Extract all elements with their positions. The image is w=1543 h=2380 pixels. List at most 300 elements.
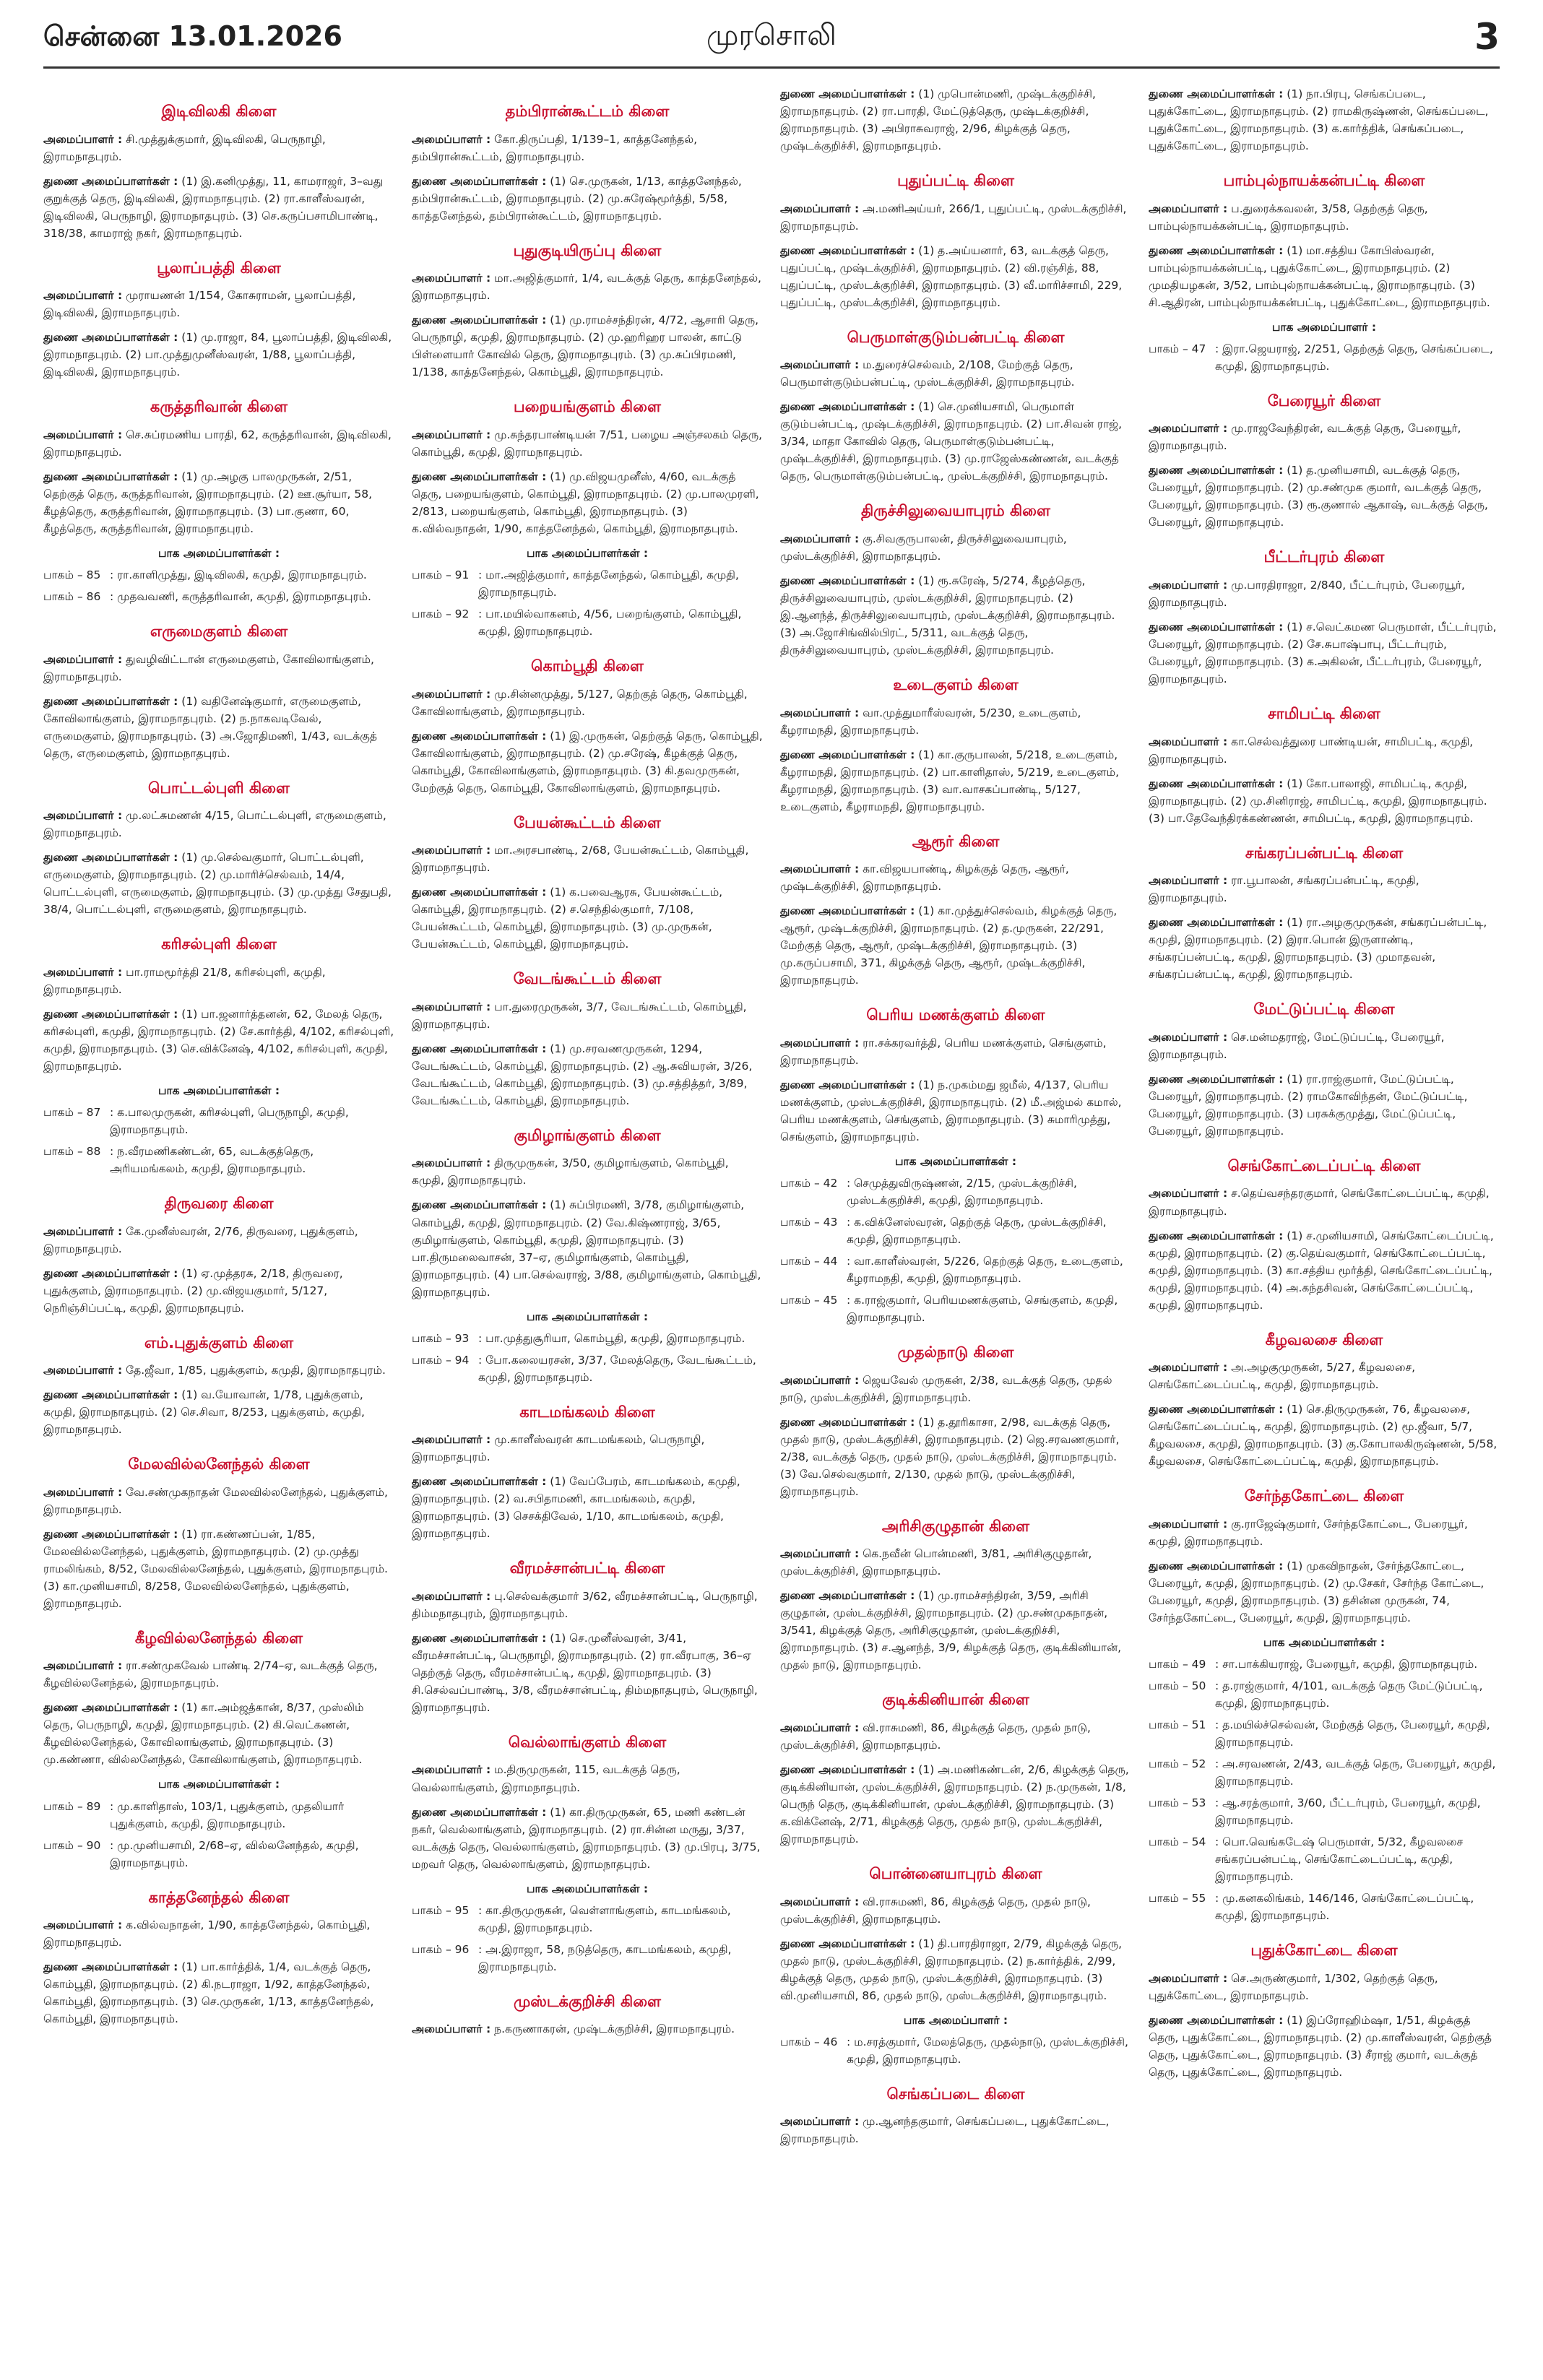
branch-section <box>780 1003 1131 1326</box>
part-organiser: : ம.சரத்குமார், மேலத்தெரு, முதல்நாடு, முஸ்டக்குறிச்சி, கமுதி, இராமநாதபுரம். <box>847 2035 1128 2066</box>
branch-section <box>780 169 1131 311</box>
part-number: பாகம் – 50 <box>1149 1679 1206 1692</box>
branch-title: காடமங்கலம் கிளை <box>519 1403 655 1421</box>
branch-title: வேடங்கூட்டம் கிளை <box>513 970 662 988</box>
page-number: 3 <box>1474 16 1500 58</box>
branch-title: முஸ்டக்குறிச்சி கிளை <box>513 1992 662 2010</box>
member-entry <box>1149 1359 1500 1393</box>
member-entry <box>780 746 1131 815</box>
member-details: ச.தெய்வசந்தரகுமார், செங்கோட்டைப்பட்டி, கமுதி, இராமநாதபுரம். <box>1149 1187 1490 1218</box>
member-entry <box>43 1526 394 1612</box>
branch-title: இடிவிலகி கிளை <box>161 103 277 120</box>
member-entry <box>1149 462 1500 531</box>
member-entry <box>780 85 1131 155</box>
role-label: அமைப்பாளர் : <box>43 965 123 979</box>
part-entry <box>780 2033 1131 2068</box>
member-details: துவழிவிட்டான் எருமைகுளம், கோவிலாங்குளம், இராமநாதபுரம். <box>43 652 374 683</box>
role-label: அமைப்பாளர் : <box>780 1721 860 1734</box>
part-entry <box>1149 1890 1500 1924</box>
part-organiser: : பா.முத்துசூரியா, கொம்பூதி, கமுதி, இராமநாதபுரம். <box>478 1331 745 1345</box>
role-label: அமைப்பாளர் : <box>1149 578 1228 592</box>
member-entry <box>43 1005 394 1075</box>
member-details: (1) ரா.கண்ணப்பன், 1/85, மேலவில்லனேந்தல், புதுக்குளம், இராமநாதபுரம். (2) மு.முத்து ராமலிங்கம், 8/52, மேலவில்லனேந்தல், புதுக்குளம், இராமநாதபுரம். (3) கா.முனியசாமி, 8/258, மேலவில்லனேந்தல், புதுக்குளம், இராமநாதபுரம். <box>43 1527 388 1610</box>
role-label: துணை அமைப்பாளர்கள் : <box>43 1007 178 1021</box>
role-label: துணை அமைப்பாளர்கள் : <box>1149 2013 1284 2027</box>
part-organisers-heading: பாக அமைப்பாளர்கள் : <box>526 546 649 560</box>
member-details: முராயணன் 1/154, கோசுராமன், பூலாப்பத்தி, இடிவிலகி, இராமநாதபுரம். <box>43 289 356 320</box>
member-entry <box>43 329 394 381</box>
member-details: (1) பா.கார்த்திக், 1/4, வடக்குத் தெரு, கொம்பூதி, இராமநாதபுரம். (2) கி.நடராஜா, 1/92, காத்தனேந்தல், கொம்பூதி, இராமநாதபுரம். (3) செ.முருகன், 1/13, காத்தனேந்தல், கொம்பூதி, இராமநாதபுரம். <box>43 1960 374 2026</box>
part-number: பாகம் – 43 <box>780 1216 838 1229</box>
member-details: (1) த.முனியசாமி, வடக்குத் தெரு, பேரையூர், இராமநாதபுரம். (2) மு.சண்முக குமார், வடக்குத் தெரு, பேரையூர், இராமநாதபுரம். (3) ரூ.குணால் ஆகாஷ், வடக்குத் தெரு, பேரையூர், இராமநாதபுரம். <box>1149 464 1488 529</box>
page-header <box>43 0 1500 69</box>
part-number: பாகம் – 49 <box>1149 1657 1206 1671</box>
member-details: (1) முபொன்மணி, முஷ்டக்குறிச்சி, இராமநாதபுரம். (2) ரா.பாரதி, மேட்டுத்தெரு, முஷ்டக்குறிச்சி, இராமநாதபுரம். (3) அபிராசுவராஜ், 2/96, கிழக்குத் தெரு, முஷ்டக்குறிச்சி, இராமநாதபுரம். <box>780 87 1096 153</box>
member-entry <box>43 807 394 841</box>
part-number: பாகம் – 45 <box>780 1294 838 1307</box>
branch-section <box>412 100 763 225</box>
role-label: துணை அமைப்பாளர்கள் : <box>1149 243 1284 257</box>
branch-section <box>412 967 763 1109</box>
member-details: க.வில்வநாதன், 1/90, காத்தனேந்தல், கொம்பூதி, இராமநாதபுரம். <box>43 1918 371 1950</box>
role-label: துணை அமைப்பாளர்கள் : <box>412 174 547 188</box>
member-entry <box>412 998 763 1033</box>
role-label: அமைப்பாளர் : <box>1149 422 1228 436</box>
member-entry <box>780 860 1131 895</box>
branch-section <box>412 1557 763 1716</box>
branch-section <box>43 1886 394 2028</box>
member-details: ம.துரைச்செல்வம், 2/108, மேற்குத் தெரு, பெருமாள்குடும்பன்பட்டி, முஸ்டக்குறிச்சி, இராமநாதபுரம். <box>780 358 1075 389</box>
role-label: அமைப்பாளர் : <box>1149 1517 1228 1531</box>
role-label: துணை அமைப்பாளர்கள் : <box>43 1701 178 1715</box>
text-column <box>780 85 1131 2360</box>
member-details: பா.துரைமுருகன், 3/7, வேடங்கூட்டம், கொம்பூதி, இராமநாதபுரம். <box>412 1000 747 1031</box>
branch-title: காத்தனேந்தல் கிளை <box>148 1888 290 1906</box>
part-organiser: : அ.சரவணன், 2/43, வடக்குத் தெரு, பேரையூர், கமுதி, இராமநாதபுரம். <box>1215 1757 1496 1788</box>
role-label: அமைப்பாளர் : <box>412 2022 491 2036</box>
role-label: அமைப்பாளர் : <box>1149 735 1228 748</box>
member-entry <box>43 426 394 461</box>
part-entry <box>780 1174 1131 1209</box>
part-number: பாகம் – 54 <box>1149 1835 1206 1849</box>
role-label: அமைப்பாளர் : <box>1149 1187 1228 1200</box>
branch-title: கருத்தரிவான் கிளை <box>150 398 288 416</box>
role-label: துணை அமைப்பாளர்கள் : <box>43 331 178 345</box>
role-label: துணை அமைப்பாளர்கள் : <box>43 694 178 708</box>
part-number: பாகம் – 42 <box>780 1176 838 1190</box>
branch-section <box>412 1731 763 1976</box>
member-details: (1) ரா.ராஜ்குமார், மேட்டுப்பட்டி, பேரையூர், இராமநாதபுரம். (2) ராமகோவிந்தன், மேட்டுப்பட்டி, பேரையூர், இராமநாதபுரம். (3) பரசுக்குமுத்து, மேட்டுப்பட்டி, பேரையூர், இராமநாதபுரம். <box>1149 1072 1468 1138</box>
member-entry <box>780 356 1131 391</box>
branch-title: சேர்ந்தகோட்டை கிளை <box>1244 1487 1404 1505</box>
role-label: துணை அமைப்பாளர்கள் : <box>1149 1403 1284 1416</box>
part-organisers-heading: பாக அமைப்பாளர் : <box>903 2013 1008 2027</box>
role-label: அமைப்பாளர் : <box>412 1589 491 1603</box>
role-label: துணை அமைப்பாளர்கள் : <box>412 729 547 743</box>
part-organiser: : இரா.ஜெயராஜ், 2/251, தெற்குத் தெரு, செங்கப்படை, கமுதி, இராமநாதபுரம். <box>1215 342 1493 373</box>
member-entry <box>43 1699 394 1768</box>
branch-title: பொட்டல்புளி கிளை <box>148 779 290 797</box>
member-entry <box>1149 85 1500 155</box>
part-organiser: : பா.மயில்வாகனம், 4/56, பறைங்குளம், கொம்பூதி, கமுதி, இராமநாதபுரம். <box>478 607 742 638</box>
part-entry <box>1149 1794 1500 1829</box>
branch-section <box>412 1401 763 1543</box>
role-label: துணை அமைப்பாளர்கள் : <box>1149 464 1284 477</box>
branch-section <box>412 654 763 797</box>
role-label: அமைப்பாளர் : <box>780 358 860 372</box>
member-details: (1) கா.அம்ஜத்கான், 8/37, முஸ்லிம் தெரு, பெருநாழி, கமுதி, இராமநாதபுரம். (2) கி.வெட்கணன், கீழவில்லனேந்தல், கோவிலாங்குளம், இராமநாதபுரம். (3) மு.கண்ணா, வில்லனேந்தல், கோவிலாங்குளம், இராமநாதபுரம். <box>43 1701 364 1767</box>
part-organiser: : வா.காளீஸ்வரன், 5/226, தெற்குத் தெரு, உடைகுளம், கீழராமநதி, கமுதி, இராமநாதபுரம். <box>847 1255 1123 1286</box>
branch-section <box>1149 1154 1500 1314</box>
member-entry <box>1149 733 1500 768</box>
branch-title: பேயன்கூட்டம் கிளை <box>514 813 661 831</box>
part-entry <box>1149 1677 1500 1712</box>
branch-section <box>43 1453 394 1612</box>
branch-title: தம்பிரான்கூட்டம் கிளை <box>505 103 670 120</box>
branch-title: அரிசிகுழுதான் கிளை <box>881 1517 1030 1535</box>
member-details: ரா.சண்முகவேல் பாண்டி 2/74–ஏ, வடக்குத் தெரு, கீழவில்லனேந்தல், இராமநாதபுரம். <box>43 1659 378 1690</box>
member-entry <box>412 426 763 461</box>
part-entry <box>43 588 394 605</box>
role-label: துணை அமைப்பாளர்கள் : <box>1149 1559 1284 1572</box>
part-organisers-heading: பாக அமைப்பாளர்கள் : <box>157 1778 280 1791</box>
role-label: அமைப்பாளர் : <box>412 1433 491 1447</box>
role-label: அமைப்பாளர் : <box>43 289 123 303</box>
member-entry <box>412 1761 763 1796</box>
header-date: சென்னை 13.01.2026 <box>43 20 342 52</box>
role-label: அமைப்பாளர் : <box>43 428 123 441</box>
part-organiser: : செமுத்துவிருஷ்ணன், 2/15, முஸ்டக்குறிச்சி, முஸ்டக்குறிச்சி, கமுதி, இராமநாதபுரம். <box>847 1176 1077 1207</box>
member-entry <box>412 1630 763 1716</box>
member-details: (1) ஏ.முத்தரசு, 2/18, திருவரை, புதுக்குளம், இராமநாதபுரம். (2) மு.விஜயகுமார், 5/127, நெரிஞ்சிப்பட்டி, கமுதி, இராமநாதபுரம். <box>43 1266 343 1315</box>
branch-title: பீட்டர்புரம் கிளை <box>1263 548 1385 566</box>
member-details: கெ.நவீன் பொன்மணி, 3/81, அரிசிகுழுதான், முஸ்டக்குறிச்சி, இராமநாதபுரம். <box>780 1547 1092 1578</box>
member-details: மா.அஜித்குமார், 1/4, வடக்குத் தெரு, காத்தனேந்தல், இராமநாதபுரம். <box>412 272 761 303</box>
role-label: அமைப்பாளர் : <box>43 809 123 823</box>
branch-section <box>1149 702 1500 827</box>
member-details: (1) செ.முருகன், 1/13, காத்தனேந்தல், தம்பிரான்கூட்டம், இராமநாதபுரம். (2) மு.சுரேஷ்மூர்த்தி, 5/58, காத்தனேந்தல், தம்பிரான்கூட்டம், இராமநாதபுரம். <box>412 174 742 222</box>
branch-title: குமிழாங்குளம் கிளை <box>514 1126 661 1144</box>
part-entry <box>1149 340 1500 375</box>
branch-section <box>43 395 394 605</box>
role-label: அமைப்பாளர் : <box>1149 1361 1228 1375</box>
branch-title: பொன்னையாபுரம் கிளை <box>869 1865 1042 1883</box>
part-organisers-heading: பாக அமைப்பாளர் : <box>1271 320 1377 334</box>
part-entry <box>43 566 394 584</box>
branch-title: பேரையூர் கிளை <box>1267 391 1381 410</box>
branch-section <box>780 1515 1131 1674</box>
part-entry <box>780 1291 1131 1326</box>
branch-section <box>780 2082 1131 2148</box>
member-entry <box>780 902 1131 989</box>
part-number: பாகம் – 47 <box>1149 342 1206 355</box>
member-entry <box>43 468 394 537</box>
branch-title: பூலாப்பத்தி கிளை <box>157 259 281 277</box>
member-details: (1) வதினேஷ்குமார், எருமைகுளம், கோவிலாங்குளம், இராமநாதபுரம். (2) ந.நாகவடிவேல், எருமைகுளம், இராமநாதபுரம். (3) அ.ஜோதிமணி, 1/43, வடக்குத் தெரு, எருமைகுளம், இராமநாதபுரம். <box>43 694 377 760</box>
member-details: (1) த.தூரிகாசா, 2/98, வடக்குத் தெரு, முதல் நாடு, முஸ்டக்குறிச்சி, இராமநாதபுரம். (2) ஜெ.சரவணகுமார், 2/38, வடக்குத் தெரு, முதல் நாடு, முஸ்டக்குறிச்சி, இராமநாதபுரம். (3) வே.செல்வகுமார், 2/130, முதல் நாடு, முஸ்டக்குறிச்சி, இராமநாதபுரம். <box>780 1415 1120 1498</box>
role-label: துணை அமைப்பாளர்கள் : <box>1149 1229 1284 1242</box>
role-label: அமைப்பாளர் : <box>43 1659 123 1673</box>
part-number: பாகம் – 91 <box>412 568 470 581</box>
member-details: (1) கா.முத்துச்செல்வம், கிழக்குத் தெரு, ஆரூர், முஷ்டக்குறிச்சி, இராமநாதபுரம். (2) த.முருகன், 22/291, மேற்குத் தெரு, ஆரூர், முஷ்டக்குறிச்சி, இராமநாதபுரம். (3) மு.கருப்பசாமி, 371, கிழக்குத் தெரு, ஆரூர், முஷ்டக்குறிச்சி, இராமநாதபுரம். <box>780 904 1118 987</box>
member-details: (1) இ.கனிமுத்து, 11, காமராஜர், 3–வது குறுக்குத் தெரு, இடிவிலகி, இராமநாதபுரம். (2) ரா.காளீஸ்வரன், இடிவிலகி, பெருநாழி, இராமநாதபுரம். (3) செ.கருப்பசாமிபாண்டி, 318/38, காமராஜ் நகர், இராமநாதபுரம். <box>43 174 384 240</box>
branch-section <box>412 395 763 640</box>
member-entry <box>412 1804 763 1873</box>
branch-section <box>43 776 394 919</box>
role-label: துணை அமைப்பாளர்கள் : <box>412 1631 547 1645</box>
role-label: அமைப்பாளர் : <box>780 706 860 719</box>
member-details: (1) ச.முனியசாமி, செங்கோட்டைப்பட்டி, கமுதி, இராமநாதபுரம். (2) கு.தெய்வகுமார், செங்கோட்டைப்பட்டி, கமுதி, இராமநாதபுரம். (3) கா.சத்திய மூர்த்தி, செங்கோட்டைப்பட்டி, கமுதி, இராமநாதபுரம். (4) அ.கந்தசிவன், செங்கோட்டைப்பட்டி, கமுதி, இராமநாதபுரம். <box>1149 1229 1494 1312</box>
member-entry <box>780 1034 1131 1069</box>
member-details: (1) க.பவைஆரசு, பேயன்கூட்டம், கொம்பூதி, இராமநாதபுரம். (2) ச.செந்தில்குமார், 7/108, பேயன்கூட்டம், கொம்பூதி, இராமநாதபுரம். (3) மு.முருகன், பேயன்கூட்டம், கொம்பூதி, இராமநாதபுரம். <box>412 886 723 951</box>
member-details: வி.ராசுமணி, 86, கிழக்குத் தெரு, முதல் நாடு, முஸ்டக்குறிச்சி, இராமநாதபுரம். <box>780 1721 1091 1752</box>
branch-section <box>780 326 1131 485</box>
branch-title: எருமைகுளம் கிளை <box>150 622 288 640</box>
branch-section <box>780 1341 1131 1500</box>
branch-section <box>1149 1939 1500 2081</box>
member-entry <box>43 1265 394 1317</box>
member-entry <box>43 173 394 242</box>
part-organiser: : த.ராஜ்குமார், 4/101, வடக்குத் தெரு மேட்டுப்பட்டி, கமுதி, இராமநாதபுரம். <box>1215 1679 1483 1710</box>
branch-section <box>1149 545 1500 688</box>
role-label: துணை அமைப்பாளர்கள் : <box>43 1960 178 1974</box>
branch-section <box>1149 998 1500 1140</box>
member-entry <box>43 1958 394 2028</box>
branch-title: பாம்புல்நாயக்கன்பட்டி கிளை <box>1223 172 1425 190</box>
text-column <box>412 85 763 2360</box>
member-details: மு.சுந்தரபாண்டியன் 7/51, பழைய அஞ்சலகம் தெரு, கொம்பூதி, கமுதி, இராமநாதபுரம். <box>412 428 763 459</box>
member-entry <box>412 468 763 537</box>
role-label: துணை அமைப்பாளர்கள் : <box>412 886 547 899</box>
member-details: (1) சுப்பிரமணி, 3/78, குமிழாங்குளம், கொம்பூதி, கமுதி, இராமநாதபுரம். (2) வே.கிஷ்ணராஜ், 3/65, குமிழாங்குளம், கொம்பூதி, கமுதி, இராமநாதபுரம். (3) பா.திருமலைவாசன், 37–ஏ, குமிழாங்குளம், கொம்பூதி, இராமநாதபுரம். (4) பா.செல்வராஜ், 3/88, குமிழாங்குளம், கொம்பூதி, இராமநாதபுரம். <box>412 1198 761 1299</box>
member-details: ந.கருணாகரன், முஷ்டக்குறிச்சி, இராமநாதபுரம். <box>494 2022 735 2036</box>
role-label: அமைப்பாளர் : <box>412 428 491 441</box>
branch-title: திருச்சிலுவையாபுரம் கிளை <box>860 502 1051 520</box>
part-organiser: : த.மயில்ச்செல்வன், மேற்குத் தெரு, பேரையூர், கமுதி, இராமநாதபுரம். <box>1215 1718 1490 1749</box>
role-label: துணை அமைப்பாளர்கள் : <box>1149 620 1284 633</box>
member-details: மு.பாரதிராஜா, 2/840, பீட்டர்புரம், பேரையூர், இராமநாதபுரம். <box>1149 578 1465 609</box>
role-label: துணை அமைப்பாளர்கள் : <box>412 313 547 327</box>
branch-title: பெரிய மணக்குளம் கிளை <box>866 1006 1045 1024</box>
part-number: பாகம் – 85 <box>43 568 101 581</box>
branch-section <box>780 85 1131 155</box>
part-number: பாகம் – 96 <box>412 1942 470 1956</box>
branch-title: முதல்நாடு கிளை <box>897 1343 1014 1362</box>
branch-title: மேட்டுப்பட்டி கிளை <box>1253 1000 1395 1018</box>
member-entry <box>412 173 763 225</box>
branch-section <box>780 499 1131 659</box>
member-details: வி.ராசுமணி, 86, கிழக்குத் தெரு, முதல் நாடு, முஸ்டக்குறிச்சி, இராமநாதபுரம். <box>780 1895 1091 1926</box>
member-entry <box>780 1372 1131 1406</box>
part-number: பாகம் – 53 <box>1149 1796 1206 1809</box>
member-details: (1) பா.ஜனார்த்தனன், 62, மேலத் தெரு, கரிசல்புளி, கமுதி, இராமநாதபுரம். (2) சே.கார்த்தி, 4/102, கரிசல்புளி, கமுதி, இராமநாதபுரம். (3) செ.விக்னேஷ், 4/102, கரிசல்புளி, கமுதி, இராமநாதபுரம். <box>43 1007 394 1073</box>
member-details: மு.காளீஸ்வரன் காடமங்கலம், பெருநாழி, இராமநாதபுரம். <box>412 1433 705 1464</box>
member-details: திருமுருகன், 3/50, குமிழாங்குளம், கொம்பூதி, கமுதி, இராமநாதபுரம். <box>412 1156 729 1187</box>
member-entry <box>780 704 1131 739</box>
part-organisers-heading: பாக அமைப்பாளர்கள் : <box>526 1310 649 1323</box>
member-entry <box>1149 1070 1500 1140</box>
part-entry <box>412 1330 763 1347</box>
part-entry <box>43 1104 394 1138</box>
branch-title: குடிக்கினியான் கிளை <box>882 1691 1029 1709</box>
member-entry <box>780 242 1131 311</box>
member-entry <box>1149 1515 1500 1550</box>
member-entry <box>1149 1029 1500 1063</box>
branch-title: பெருமாள்குடும்பன்பட்டி கிளை <box>847 328 1065 346</box>
part-number: பாகம் – 89 <box>43 1799 101 1813</box>
role-label: அமைப்பாளர் : <box>43 132 123 146</box>
member-details: கா.செல்வத்துரை பாண்டியன், சாமிபட்டி, கமுதி, இராமநாதபுரம். <box>1149 735 1474 766</box>
member-entry <box>43 1386 394 1438</box>
member-entry <box>412 1040 763 1109</box>
role-label: அமைப்பாளர் : <box>780 1547 860 1561</box>
member-details: சி.முத்துக்குமார், இடிவிலகி, பெருநாழி, இராமநாதபுரம். <box>43 132 326 163</box>
role-label: துணை அமைப்பாளர்கள் : <box>412 1042 547 1055</box>
role-label: அமைப்பாளர் : <box>1149 202 1228 215</box>
branch-title: திருவரை கிளை <box>164 1194 274 1212</box>
role-label: அமைப்பாளர் : <box>412 1156 491 1170</box>
role-label: துணை அமைப்பாளர்கள் : <box>780 1589 915 1603</box>
branch-title: மேலவில்லனேந்தல் கிளை <box>128 1455 310 1474</box>
part-number: பாகம் – 55 <box>1149 1892 1206 1905</box>
member-details: (1) ரூ.சுரேஷ், 5/274, கீழத்தெரு, திருச்சிலுவையாபுரம், முஸ்டக்குறிச்சி, இராமநாதபுரம். (2) இ.ஆனந்த், திருச்சிலுவையாபுரம், முஸ்டக்குறிச்சி, இராமநாதபுரம். (3) அ.ஜோசிங்வில்பிரட், 5/311, வடக்குத் தெரு, திருச்சிலுவையாபுரம், முஸ்டக்குறிச்சி, இராமநாதபுரம். <box>780 574 1115 657</box>
member-entry <box>780 1414 1131 1500</box>
branch-section <box>43 620 394 762</box>
member-details: செ.சுப்ரமணிய பாரதி, 62, கருத்தரிவான், இடிவிலகி, இராமநாதபுரம். <box>43 428 392 459</box>
role-label: துணை அமைப்பாளர்கள் : <box>780 400 915 414</box>
member-entry <box>1149 775 1500 827</box>
role-label: துணை அமைப்பாளர்கள் : <box>1149 87 1284 100</box>
member-entry <box>43 1657 394 1692</box>
member-entry <box>43 1362 394 1379</box>
member-details: (1) மா.சத்திய கோபிஸ்வரன், பாம்புல்நாயக்கன்பட்டி, புதுக்கோட்டை, இராமநாதபுரம். (2) முமதியழகன், 3/52, பாம்புல்நாயக்கன்பட்டி, இராமநாதபுரம். (3) சி.ஆதிரன், பாம்புல்நாயக்கன்பட்டி, புதுக்கோட்டை, இராமநாதபுரம். <box>1149 243 1490 309</box>
member-details: பா.ராமமூர்த்தி 21/8, கரிசல்புளி, கமுதி, இராமநாதபுரம். <box>43 965 326 996</box>
member-entry <box>412 685 763 720</box>
branch-section <box>43 932 394 1177</box>
branch-title: செங்கப்படை கிளை <box>886 2085 1025 2103</box>
member-entry <box>43 849 394 918</box>
part-number: பாகம் – 51 <box>1149 1718 1206 1731</box>
member-details: (1) ச.வெட்கமண பெருமாள், பீட்டர்புரம், பேரையூர், இராமநாதபுரம். (2) சே.சுபாஷ்பாபு, பீட்டர்புரம், பேரையூர், இராமநாதபுரம். (3) க.அகிலன், பீட்டர்புரம், பேரையூர், இராமநாதபுரம். <box>1149 620 1497 686</box>
member-entry <box>780 2113 1131 2147</box>
part-entry <box>1149 1656 1500 1673</box>
member-details: ம.திருமுருகன், 115, வடக்குத் தெரு, வெல்லாங்குளம், இராமநாதபுரம். <box>412 1763 680 1794</box>
branch-title: கீழவலசை கிளை <box>1265 1330 1383 1349</box>
part-entry <box>43 1837 394 1871</box>
article-columns <box>43 85 1500 2360</box>
member-details: மு.ஆனந்தகுமார், செங்கப்படை, புதுக்கோட்டை, இராமநாதபுரம். <box>780 2115 1110 2146</box>
part-entry <box>780 1252 1131 1287</box>
member-details: (1) இப்ரோஹிம்ஷா, 1/51, கிழக்குத் தெரு, புதுக்கோட்டை, இராமநாதபுரம். (2) மு.காளீஸ்வரன், தெற்குத் தெரு, புதுக்கோட்டை, இராமநாதபுரம். (3) சீராஜ் குமார், வடக்குத் தெரு, புதுக்கோட்டை, இராமநாதபுரம். <box>1149 2013 1492 2079</box>
part-organiser: : ந.வீரமணிகண்டன், 65, வடக்குத்தெரு, அரியமங்கலம், கமுதி, இராமநாதபுரம். <box>110 1144 314 1175</box>
part-entry <box>1149 1755 1500 1790</box>
member-details: (1) செ.முனியசாமி, பெருமாள் குடும்பன்பட்டி, முஷ்டக்குறிச்சி, இராமநாதபுரம். (2) பா.சிவன் ராஜ், 3/34, மாதா கோவில் தெரு, பெருமாள்குடும்பன்பட்டி, முஷ்டக்குறிச்சி, இராமநாதபுரம். (3) மு.ராஜேஸ்கண்ணன், வடக்குத் தெரு, பெருமாள்குடும்பன்பட்டி, முஸ்டக்குறிச்சி, இராமநாதபுரம். <box>780 400 1123 483</box>
part-organiser: : சா.பாக்கியராஜ், பேரையூர், கமுதி, இராமநாதபுரம். <box>1215 1657 1478 1671</box>
member-entry <box>412 2020 763 2038</box>
branch-title: உடைகுளம் கிளை <box>893 676 1019 694</box>
role-label: அமைப்பாளர் : <box>412 272 491 285</box>
member-details: (1) நா.பிரபு, செங்கப்படை, புதுக்கோட்டை, இராமநாதபுரம். (2) ராமகிருஷ்ணன், செங்கப்படை, புதுக்கோட்டை, இராமநாதபுரம். (3) க.கார்த்திக், செங்கப்படை, புதுக்கோட்டை, இராமநாதபுரம். <box>1149 87 1489 153</box>
part-entry <box>780 1213 1131 1248</box>
member-entry <box>780 1761 1131 1848</box>
role-label: துணை அமைப்பாளர்கள் : <box>780 1078 915 1091</box>
role-label: அமைப்பாளர் : <box>1149 1971 1228 1985</box>
member-entry <box>780 1545 1131 1580</box>
branch-section <box>780 1688 1131 1848</box>
member-entry <box>412 841 763 876</box>
part-organiser: : க.பாலமுருகன், கரிசல்புளி, பெருநாழி, கமுதி, இராமநாதபுரம். <box>110 1105 349 1136</box>
role-label: துணை அமைப்பாளர்கள் : <box>412 1198 547 1212</box>
member-entry <box>1149 914 1500 983</box>
part-organiser: : க.விக்னேஸ்வரன், தெற்குத் தெரு, முஸ்டக்குறிச்சி, கமுதி, இராமநாதபுரம். <box>847 1216 1107 1247</box>
member-entry <box>1149 200 1500 235</box>
part-organiser: : முதவவணி, கருத்தரிவான், கமுதி, இராமநாதபுரம். <box>110 589 371 603</box>
member-details: (1) மு.ராமச்சந்திரன், 4/72, ஆசாரி தெரு, பெருநாழி, கமுதி, இராமநாதபுரம். (2) மு.ஹரிஹர பாலன், காட்டு பிள்ளையார் கோவில் தெரு, இராமநாதபுரம். (3) மு.சுப்பிரமணி, 1/138, காத்தனேந்தல், கொம்பூதி, இராமநாதபுரம். <box>412 313 759 379</box>
branch-section <box>1149 169 1500 375</box>
branch-title: எம்.புதுக்குளம் கிளை <box>144 1333 294 1351</box>
part-number: பாகம் – 46 <box>780 2035 838 2048</box>
part-organisers-heading: பாக அமைப்பாளர்கள் : <box>894 1154 1017 1168</box>
member-entry <box>412 311 763 381</box>
role-label: அமைப்பாளர் : <box>412 1763 491 1777</box>
branch-section <box>780 1862 1131 2068</box>
member-details: (1) வேப்பேரம், காடமங்கலம், கமுதி, இராமநாதபுரம். (2) வ.சபிதாமணி, காடமங்கலம், கமுதி, இராமநாதபுரம். (3) செசக்திவேல், 1/10, காடமங்கலம், கமுதி, இராமநாதபுரம். <box>412 1475 740 1541</box>
role-label: துணை அமைப்பாளர்கள் : <box>43 1266 178 1280</box>
branch-section <box>43 100 394 242</box>
role-label: அமைப்பாளர் : <box>780 1036 860 1050</box>
role-label: துணை அமைப்பாளர்கள் : <box>412 1805 547 1819</box>
part-number: பாகம் – 94 <box>412 1353 470 1367</box>
member-details: (1) செ.திருமுருகன், 76, கீழவலசை, செங்கோட்டைப்பட்டி, கமுதி, இராமநாதபுரம். (2) மூ.ஜீவா, 5/7, கீழவலசை, கமுதி, இராமநாதபுரம். (3) கு.கோபாலகிருஷ்ணன், 5/58, கீழவலசை, செங்கோட்டைப்பட்டி, கமுதி, இராமநாதபுரம். <box>1149 1403 1497 1468</box>
part-number: பாகம் – 92 <box>412 607 470 620</box>
member-entry <box>780 200 1131 235</box>
role-label: அமைப்பாளர் : <box>43 1485 123 1499</box>
role-label: துணை அமைப்பாளர்கள் : <box>780 1762 915 1776</box>
member-entry <box>412 1588 763 1622</box>
member-entry <box>43 287 394 321</box>
part-number: பாகம் – 86 <box>43 589 101 603</box>
masthead-title: முரசொலி <box>706 19 837 52</box>
member-details: மா.அரசபாண்டி, 2/68, பேயன்கூட்டம், கொம்பூதி, இராமநாதபுரம். <box>412 844 749 875</box>
part-organisers-heading: பாக அமைப்பாளர்கள் : <box>526 1882 649 1895</box>
role-label: துணை அமைப்பாளர்கள் : <box>43 851 178 865</box>
member-details: மு.லட்சுமணன் 4/15, பொட்டல்புளி, எருமைகுளம், இராமநாதபுரம். <box>43 809 386 840</box>
part-number: பாகம் – 88 <box>43 1144 101 1158</box>
part-entry <box>43 1143 394 1177</box>
member-entry <box>43 964 394 998</box>
part-organiser: : க.ராஜ்குமார், பெரியமணக்குளம், செங்குளம், கமுதி, இராமநாதபுரம். <box>847 1294 1118 1325</box>
member-entry <box>780 1587 1131 1674</box>
member-details: (1) மு.விஜயமுனீஸ், 4/60, வடக்குத் தெரு, பறையங்குளம், கொம்பூதி, இராமநாதபுரம். (2) மு.பாலமுரளி, 2/813, பறையங்குளம், கொம்பூதி, இராமநாதபுரம். (3) க.வில்வநாதன், 1/90, காத்தனேந்தல், கொம்பூதி, இராமநாதபுரம். <box>412 469 759 535</box>
member-entry <box>780 1076 1131 1146</box>
member-entry <box>1149 576 1500 611</box>
part-organisers-heading: பாக அமைப்பாளர்கள் : <box>1263 1635 1386 1649</box>
role-label: அமைப்பாளர் : <box>43 1364 123 1377</box>
part-organiser: : மு.முனியசாமி, 2/68–ஏ, வில்லனேந்தல், கமுதி, இராமநாதபுரம். <box>110 1838 359 1869</box>
part-organiser: : கா.திருமுருகன், வெள்ளாங்குளம், காடமங்கலம், கமுதி, இராமநாதபுரம். <box>478 1903 731 1934</box>
member-entry <box>1149 872 1500 906</box>
branch-title: கொம்பூதி கிளை <box>531 657 644 675</box>
branch-section <box>780 830 1131 990</box>
part-entry <box>1149 1716 1500 1751</box>
member-entry <box>412 727 763 797</box>
member-details: கே.முனீஸ்வரன், 2/76, திருவரை, புதுக்குளம், இராமநாதபுரம். <box>43 1224 358 1255</box>
part-organiser: : மா.அஜித்குமார், காத்தனேந்தல், கொம்பூதி, கமுதி, இராமநாதபுரம். <box>478 568 739 599</box>
role-label: அமைப்பாளர் : <box>412 1000 491 1013</box>
role-label: துணை அமைப்பாளர்கள் : <box>412 1475 547 1489</box>
part-organisers-heading: பாக அமைப்பாளர்கள் : <box>157 1083 280 1097</box>
member-entry <box>780 1893 1131 1928</box>
